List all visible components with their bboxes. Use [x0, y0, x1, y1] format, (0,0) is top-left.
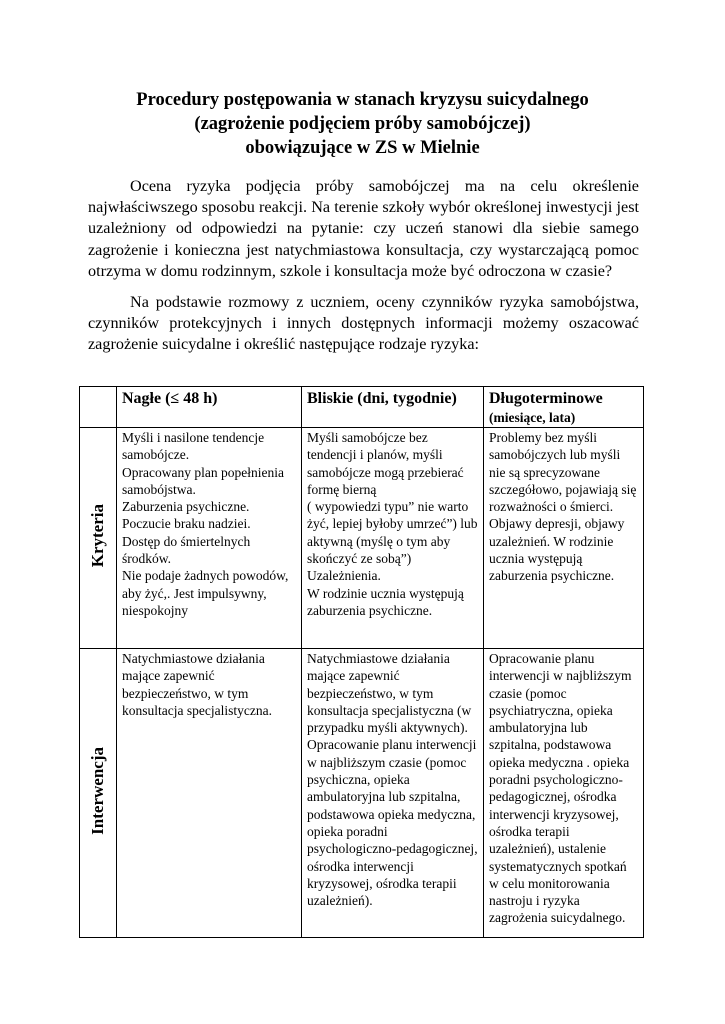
title-line-2: (zagrożenie podjęciem próby samobójczej) — [194, 114, 531, 134]
intro-paragraph: Ocena ryzyka podjęcia próby samobójczej ma na celu określenie najwłaściwszego sposobu reakcji. Na terenie szkoły wybór określonej inwestycji jest uzależniony od odpowiedzi na pytanie: czy uczeń stanowi dla siebie samego zagrożenie i konieczna jest natychmiastowa konsultacja, czy wystarczającą pomoc otrzyma w domu rodzinnym, szkole i konsultacja może być odroczona w czasie? — [88, 177, 639, 280]
header-longterm — [484, 387, 644, 428]
header-longterm-title: Długoterminowe — [489, 390, 603, 407]
criteria-sudden-cell: Myśli i nasilone tendencje samobójcze. Opracowany plan popełnienia samobójstwa. Zaburzenia psychiczne. Poczucie braku nadziei. Dostęp do śmiertelnych środków. Nie podaje żadnych powodów, aby żyć,. Jest impulsywny, niespokojny — [117, 428, 302, 649]
criteria-near-cell: Myśli samobójcze bez tendencji i planów, myśli samobójcze mogą przebierać formę bierną ( wypowiedzi typu” nie warto żyć, lepiej byłoby umrzeć”) lub aktywną (myślę o tym aby skończyć ze sobą”) Uzależnienia. W rodzinie ucznia występują zaburzenia psychiczne. — [302, 428, 484, 649]
intervention-longterm-cell: Opracowanie planu interwencji w najbliższym czasie (pomoc psychiatryczna, opieka ambulatoryjna lub szpitalna, podstawowa opieka medyczna . opieka poradni psychologiczno-pedagogicznej, ośrodka interwencji kryzysowej, ośrodka terapii uzależnień), ustalenie systematycznych spotkań w celu monitorowania nastroju i ryzyka zagrożenia suicydalnego. — [484, 649, 644, 938]
row-label-intervention: Interwencja — [88, 746, 107, 835]
document-title — [60, 88, 665, 160]
table-row-intervention — [80, 649, 644, 938]
title-line-1: Procedury postępowania w stanach kryzysu suicydalnego — [136, 90, 589, 110]
header-sudden: Nagłe (≤ 48 h) — [117, 387, 302, 428]
row-label-cell-criteria — [80, 428, 117, 649]
table-row-criteria — [80, 428, 644, 649]
table-corner-cell — [80, 387, 117, 428]
row-label-criteria: Kryteria — [88, 503, 107, 568]
title-line-3: obowiązujące w ZS w Mielnie — [245, 138, 480, 158]
header-longterm-subtitle: (miesiące, lata) — [489, 410, 576, 425]
criteria-longterm-cell: Problemy bez myśli samobójczych lub myśli nie są sprecyzowane szczegółowo, pojawiają się rozważności o śmierci. Objawy depresji, objawy uzależnień. W rodzinie ucznia występują zaburzenia psychiczne. — [484, 428, 644, 649]
intervention-sudden-cell: Natychmiastowe działania mające zapewnić bezpieczeństwo, w tym konsultacja specjalistyczna. — [117, 649, 302, 938]
risk-table — [79, 386, 644, 938]
table-header-row — [80, 387, 644, 428]
intervention-near-cell: Natychmiastowe działania mające zapewnić bezpieczeństwo, w tym konsultacja specjalistyczna (w przypadku myśli aktywnych). Opracowanie planu interwencji w najbliższym czasie (pomoc psychiczna, opieka ambulatoryjna lub szpitalna, podstawowa opieka medyczna, opieka poradni psychologiczno-pedagogicznej, ośrodka interwencji kryzysowej, ośrodka terapii uzależnień). — [302, 649, 484, 938]
assessment-paragraph: Na podstawie rozmowy z uczniem, oceny czynników ryzyka samobójstwa, czynników protekcyjnych i innych dostępnych informacji możemy oszacować zagrożenie suicydalne i określić następujące rodzaje ryzyka: — [88, 293, 639, 354]
row-label-cell-intervention — [80, 649, 117, 938]
header-near: Bliskie (dni, tygodnie) — [302, 387, 484, 428]
